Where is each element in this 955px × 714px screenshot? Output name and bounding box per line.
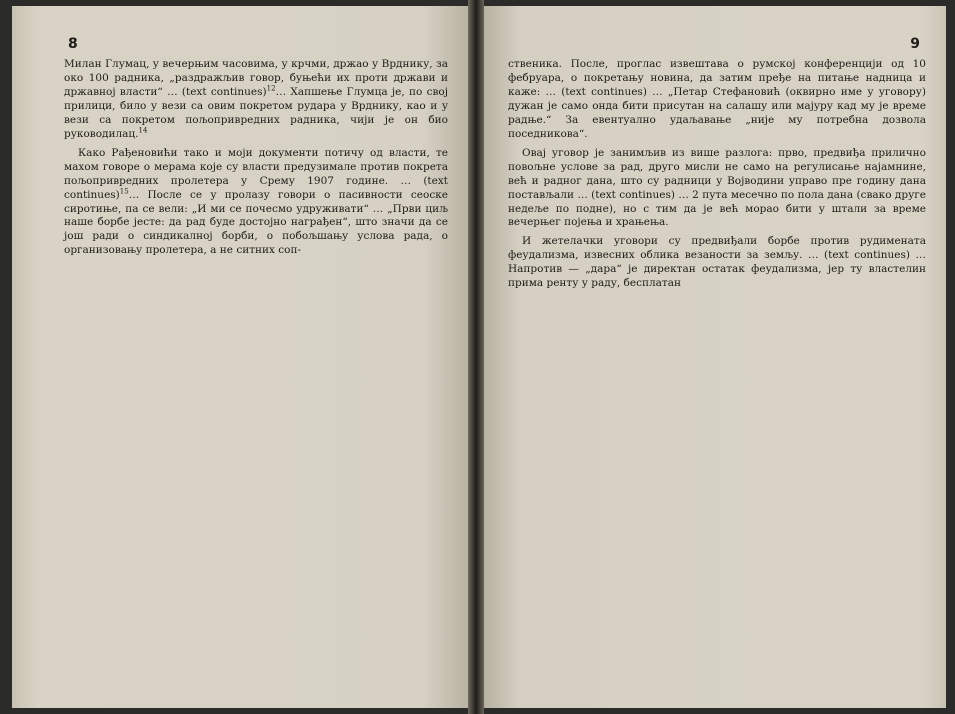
footnote-ref: 15 bbox=[119, 187, 129, 196]
paragraph-text-after: … После се у пролазу говори о пасивности сеоске сиротиње, па се вели: „И ми се почесмо удруживати“ … „Први циљ наше борбе јесте: да рад буде достојно награђен“, што значи да се још ради о синдикалној борби, о побољшању услова рада, о организовању пролетера, а не ситних соп- bbox=[64, 188, 448, 257]
paragraph: Овај уговор је занимљив из више разлога: прво, предвиђа прилично повољне услове за рад, друго мисли не само на регулисање најамнине, већ и радног дана, што су радници у Војводини управо пре годину дана постављали … (text continues) … 2 пута месечно по пола дана (свако друге недеље по подне), но с тим да је већ морао бити у штали за време вечерњег појења и храњења. bbox=[508, 146, 926, 229]
left-page bbox=[12, 6, 468, 708]
paragraph-text: Милан Глумац, у вечерњим часовима, у крчми, држао у Врднику, за око 100 радника, „раздражљив говор, буњећи их проти држави и државној власти“ … (text continues) bbox=[64, 58, 448, 98]
paragraph bbox=[64, 58, 448, 142]
paragraph: И жетелачки уговори су предвиђали борбе против рудимената феудализма, извесних облика везаности за земљу. … (text continues) … Напротив — „дара“ је директан остатак феудализма, јер ту властелин прима ренту у раду, бесплатан bbox=[508, 235, 926, 290]
page-number: 9 bbox=[910, 36, 920, 52]
right-page bbox=[484, 6, 946, 708]
text-column bbox=[64, 58, 448, 263]
footnote-ref: 12 bbox=[266, 84, 276, 93]
paragraph-text: Како Рађеновићи тако и моји документи потичу од власти, те махом говоре о мерама које су власти предузимале против покрета пољопривредних пролетера у Срему 1907 године. … (text continues) bbox=[64, 146, 448, 201]
footnote-ref: 14 bbox=[138, 126, 148, 135]
paragraph: ственика. После, проглас извештава о румској конференцији од 10 фебруара, о покретању новина, да затим пређе на питање надница и каже: … (text continues) … „Петар Стефановић (оквирно име у уговору) дужан је само онда бити присутан на салашу или мајуру кад му је време радње.“ За евентуално удаљавање „није му потребна дозвола поседникова“. bbox=[508, 58, 926, 140]
paragraph bbox=[64, 147, 448, 259]
text-column bbox=[508, 58, 926, 296]
book-gutter bbox=[468, 0, 484, 714]
paragraph-text-after: … Хапшење Глумца је, по свој прилици, било у вези са овим покретом рудара у Врднику, као и у вези са покретом пољопривредних радника, чији је он био руководилац. bbox=[64, 85, 449, 140]
page-number: 8 bbox=[68, 36, 78, 52]
